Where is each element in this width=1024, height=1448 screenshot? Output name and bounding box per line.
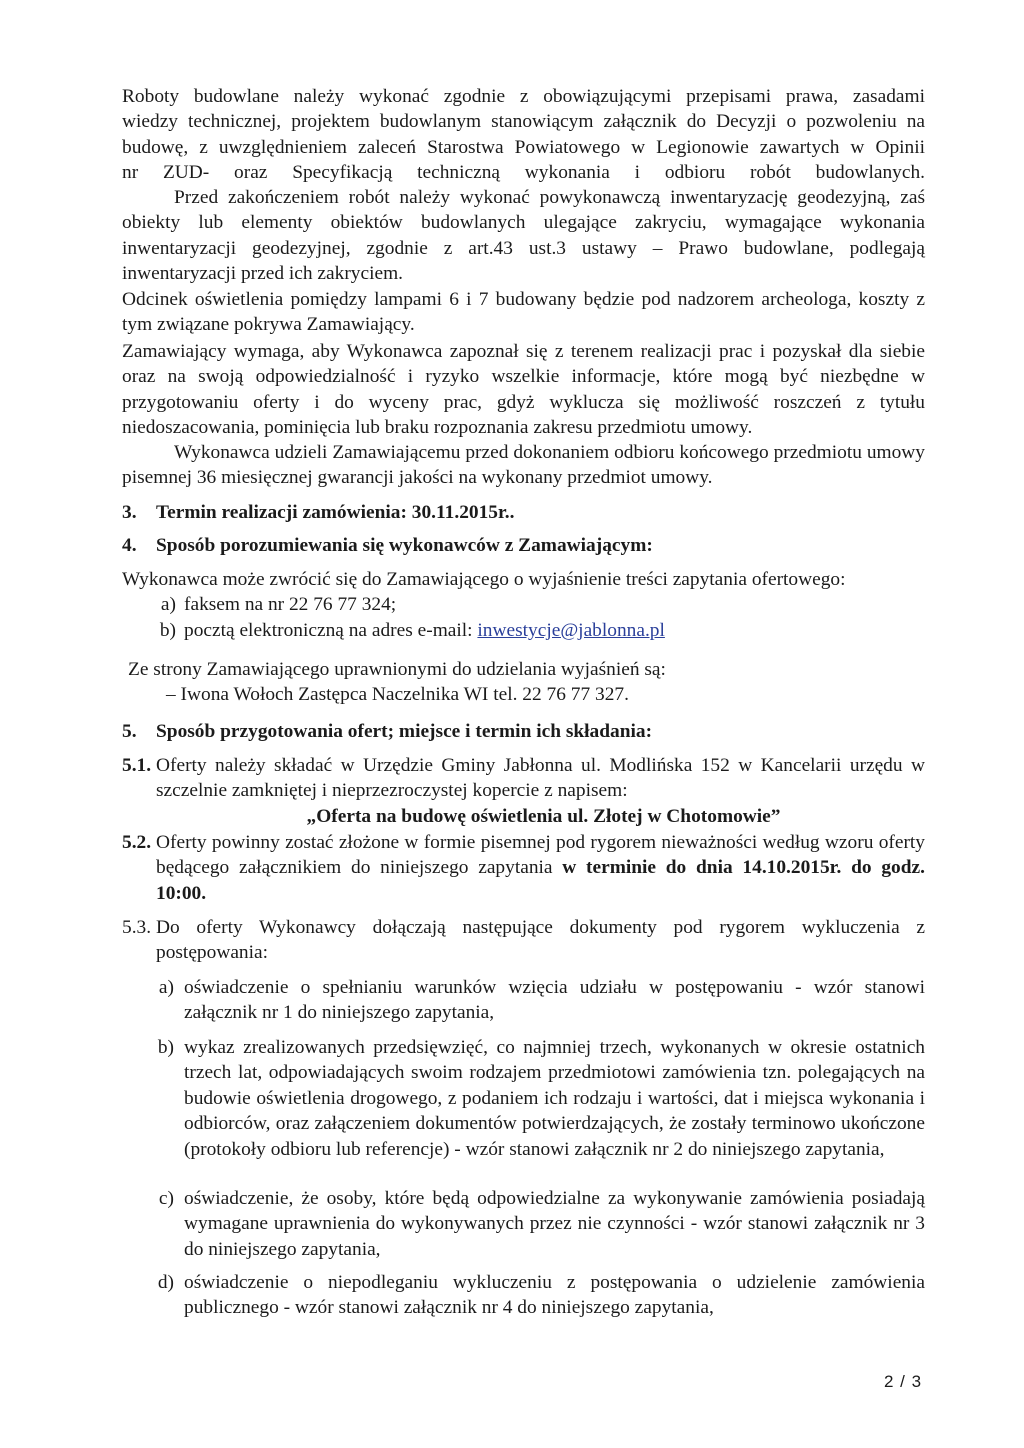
section-3-heading [122, 500, 925, 525]
subsection-text: Do oferty Wykonawcy dołączają następujące dokumenty pod rygorem wykluczenia z postępowania: [156, 917, 925, 964]
fax-text: faksem na nr 22 76 77 324; [184, 594, 397, 616]
paragraph-line: nr ZUD- oraz Specyfikacją techniczną wykonania i odbioru robót budowlanych. [122, 162, 925, 184]
section-title: Sposób przygotowania ofert; miejsce i termin ich składania: [156, 721, 653, 742]
email-text: pocztą elektroniczną na adres e-mail: [184, 619, 478, 641]
section-number: 4. [122, 535, 137, 556]
envelope-label: „Oferta na budowę oświetlenia ul. Złotej w Chotomowie” [306, 805, 781, 827]
list-label: d) [157, 1272, 174, 1293]
section-number: 5. [122, 721, 137, 742]
subsection-5-3 [122, 915, 925, 966]
subsection-5-1 [122, 753, 925, 829]
list-item-text: oświadczenie o niepodleganiu wykluczeniu z postępowania o udzielenie zamówienia publicznego - wzór stanowi załącznik nr 4 do niniejszego zapytania, [184, 1272, 925, 1319]
document-item-a [122, 975, 925, 1026]
paragraph-teren: Zamawiający wymaga, aby Wykonawca zapoznał się z terenem realizacji prac i pozyskał dla siebie oraz na swoją odpowiedzialność i ryzyko wszelkie informacje, które mogą być niezbędne w przygotowaniu oferty i do wyceny prac, gdyż wyklucza się możliwość roszczeń z tytułu niedoszacowania, pominięcia lub braku rozpoznania zakresu przedmiotu umowy. [122, 341, 925, 439]
section-number: 3. [122, 502, 137, 523]
list-label: a) [158, 977, 174, 998]
subsection-text: Oferty powinny zostać złożone w formie pisemnej pod rygorem nieważności według wzoru oferty będącego załącznikiem do niniejszego zapytania [156, 832, 925, 879]
document-item-c [122, 1186, 925, 1262]
contact-intro: Wykonawca może zwrócić się do Zamawiającego o wyjaśnienie treści zapytania ofertowego: [122, 569, 846, 590]
paragraph-inwentaryzacja: Przed zakończeniem robót należy wykonać powykonawczą inwentaryzację geodezyjną, zaś obiekty lub elementy obiektów budowlanych ulegające zakryciu, wymagające wykonania inwentaryzacji geodezyjnej, zgodnie z art.43 ust.3 ustawy – Prawo budowlane, podlegają inwentaryzacji przed ich zakryciem. [122, 187, 925, 285]
deadline-text: w terminie do dnia 14.10.2015r. do godz. 10:00. [156, 857, 925, 904]
contact-email [122, 618, 925, 643]
list-label: b) [157, 1037, 174, 1058]
subsection-number: 5.3. [122, 917, 152, 938]
section-title: Termin realizacji zamówienia: 30.11.2015r.. [156, 502, 515, 523]
list-label: b) [159, 619, 176, 641]
paragraph-line: wiedzy technicznej, projektem budowlanym stanowiącym załącznik do Decyzji o pozwoleniu na [122, 111, 925, 133]
paragraph-gwarancja: Wykonawca udzieli Zamawiającemu przed dokonaniem odbioru końcowego przedmiotu umowy pisemnej 36 miesięcznej gwarancji jakości na wykonany przedmiot umowy. [122, 442, 925, 489]
contact-persons [128, 657, 931, 708]
list-label: a) [160, 594, 176, 616]
paragraph-archeolog: Odcinek oświetlenia pomiędzy lampami 6 i 7 budowany będzie pod nadzorem archeologa, koszty z tym związane pokrywa Zamawiający. [122, 289, 925, 336]
page-number: 2 / 3 [884, 1372, 923, 1391]
section-title: Sposób porozumiewania się wykonawców z Zamawiającym: [156, 535, 653, 556]
subsection-5-2 [122, 830, 925, 906]
contact-methods [122, 567, 925, 643]
paragraph-line: Roboty budowlane należy wykonać zgodnie z obowiązującymi przepisami prawa, zasadami [122, 86, 925, 107]
list-item-text: oświadczenie, że osoby, które będą odpowiedzialne za wykonywanie zamówienia posiadają wymagane uprawnienia do wykonywanych przez nie czynności - wzór stanowi załącznik nr 3 do niniejszego zapytania, [184, 1188, 925, 1260]
section-5-heading [122, 719, 925, 744]
subsection-number: 5.1. [122, 755, 152, 776]
paragraph-roboty [122, 84, 925, 186]
list-item-text: wykaz zrealizowanych przedsięwzięć, co najmniej trzech, wykonanych w okresie ostatnich trzech lat, odpowiadających swoim rodzajem przedmiotowi zamówienia tzn. polegających na budowie oświetlenia drogowego, z podaniem ich rodzaju i wartości, dat i miejsca wykonania i odbiorców, oraz załączeniem dokumentów potwierdzających, że zostały terminowo ukończone (protokoły odbioru lub referencje) - wzór stanowi załącznik nr 2 do niniejszego zapytania, [184, 1037, 925, 1160]
contact-persons-intro: Ze strony Zamawiającego uprawnionymi do udzielania wyjaśnień są: [128, 659, 666, 680]
list-label: c) [158, 1188, 174, 1209]
subsection-text: Oferty należy składać w Urzędzie Gminy Jabłonna ul. Modlińska 152 w Kancelarii urzędu w szczelnie zamkniętej i nieprzezroczystej kopercie z napisem: [156, 755, 925, 802]
document-item-b [122, 1035, 925, 1162]
contact-fax [122, 592, 925, 617]
contact-person: – Iwona Wołoch Zastępca Naczelnika WI tel. 22 76 77 327. [166, 684, 629, 706]
section-4-heading [122, 533, 925, 558]
email-link[interactable]: inwestycje@jablonna.pl [477, 619, 665, 641]
document-item-d [122, 1270, 925, 1321]
subsection-number: 5.2. [122, 832, 152, 853]
paragraph-line: budowę, z uwzględnieniem zaleceń Starostwa Powiatowego w Legionowie zawartych w Opinii [122, 136, 925, 158]
list-item-text: oświadczenie o spełnianiu warunków wzięcia udziału w postępowaniu - wzór stanowi załącznik nr 1 do niniejszego zapytania, [184, 977, 925, 1024]
